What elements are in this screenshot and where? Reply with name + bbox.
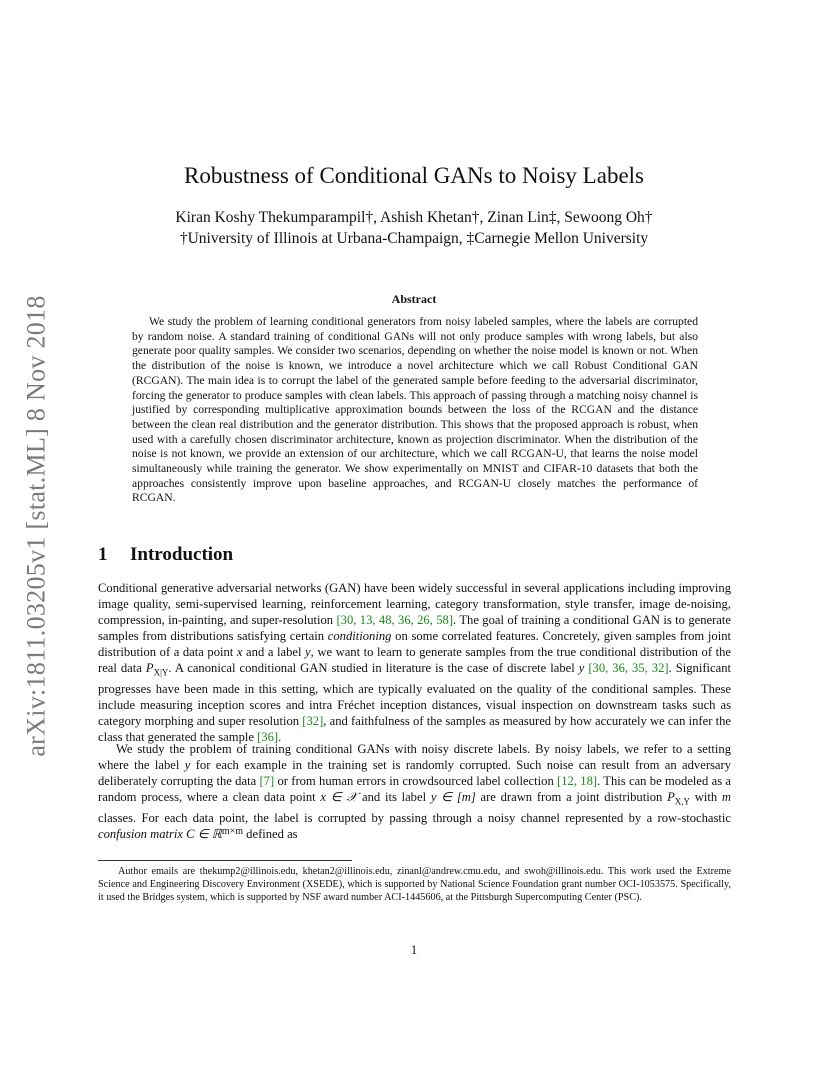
text-run: , we want to learn to generate samples from the true conditional distribution of the real data	[98, 645, 731, 676]
math-y-in-m: y ∈ [m]	[430, 790, 476, 805]
arxiv-identifier: arXiv:1811.03205v1 [stat.ML] 8 Nov 2018	[22, 295, 52, 757]
text-run: for each example in the training set is randomly corrupted. Such noise can result from an adversary deliberately corrupting the data	[98, 758, 731, 789]
intro-paragraph-1	[98, 580, 731, 745]
math-y: y	[184, 758, 191, 773]
intro-paragraph-2	[98, 741, 731, 842]
text-run: .	[278, 730, 282, 745]
citation-link[interactable]: [12, 18]	[557, 774, 598, 789]
text-run: . This can be modeled as a random process, where a clean data point	[98, 774, 732, 805]
citation-link[interactable]: [32]	[302, 714, 324, 729]
math-x-in-X: x ∈ 𝒳	[320, 790, 358, 805]
footnote: Author emails are thekump2@illinois.edu, khetan2@illinois.edu, zinanl@andrew.cmu.edu, and swoh@illinois.edu. This work used the Extreme Science and Engineering Discovery Environment (XSEDE), which is supported by National Science Foundation grant number OCI-1053575. Specifically, it used the Bridges system, which is supported by NSF award number ACI-1445606, at the Pittsburgh Supercomputing Center (PSC).	[98, 866, 731, 904]
text-run: or from human errors in crowdsourced label collection	[274, 774, 558, 789]
text-run: defined as	[243, 826, 298, 841]
abstract-text: We study the problem of learning conditional generators from noisy labeled samples, where the labels are corrupted by random noise. A standard training of conditional GANs will not only produce samples with wrong labels, but also generate poor quality samples. We consider two scenarios, depending on whether the noise model is known or not. When the distribution of the noise is known, we introduce a novel architecture which we call Robust Conditional GAN (RCGAN). The main idea is to corrupt the label of the generated sample before feeding to the adversarial discriminator, forcing the generator to produce samples with clean labels. This approach of passing through a matching noisy channel is justified by corresponding multiplicative approximation bounds between the loss of the RCGAN and the distance between the clean real distribution and the generator distribution. This shows that the proposed approach is robust, when used with a carefully chosen discriminator architecture, known as projection discriminator. When the distribution of the noise is not known, we provide an extension of our architecture, which we call RCGAN-U, that learns the noise model simultaneously while training the generator. We show experimentally on MNIST and CIFAR-10 datasets that both the approaches consistently improve upon baseline approaches, and RCGAN-U closely matches the performance of RCGAN.	[132, 315, 698, 505]
math-y: y	[578, 661, 585, 676]
math-subscript: X|Y	[153, 667, 169, 678]
emphasis: confusion matrix	[98, 826, 184, 841]
math-m: m	[721, 790, 732, 805]
citation-link[interactable]: [36]	[257, 730, 279, 745]
text-run: and a label	[242, 645, 306, 660]
footnote-divider	[98, 860, 352, 861]
page-number: 1	[410, 943, 418, 957]
text-run: We study the problem of training conditional GANs with noisy discrete labels. By noisy labels, we refer to a setting where the label	[98, 742, 731, 773]
math-p: P	[667, 790, 675, 805]
text-run: with	[690, 790, 722, 805]
arxiv-sidebar-stamp	[22, 282, 52, 770]
citation-link[interactable]: [30, 13, 48, 36, 26, 58]	[336, 613, 454, 628]
text-run: . A canonical conditional GAN studied in literature is the case of discrete label	[168, 661, 579, 676]
math-subscript: X,Y	[674, 796, 691, 807]
section-heading-introduction	[98, 544, 233, 566]
text-run: on some correlated features. Concretely, given samples from joint distribution of a data point	[98, 629, 731, 660]
math-x: x	[236, 645, 243, 660]
author-block	[0, 207, 828, 249]
text-run: , and faithfulness of the samples as measured by how accurately we can infer the class that generated the sample	[98, 714, 731, 745]
text-run: . The goal of training a conditional GAN is to generate samples from distributions satisfying certain	[98, 613, 731, 644]
abstract-heading: Abstract	[391, 292, 437, 306]
text-run: and its label	[357, 790, 431, 805]
author-list: Kiran Koshy Thekumparampil†, Ashish Khetan†, Zinan Lin‡, Sewoong Oh†	[175, 209, 653, 226]
section-number: 1	[98, 544, 108, 565]
text-run: Conditional generative adversarial networks (GAN) have been widely successful in several applications including improving image quality, semi-supervised learning, reinforcement learning, category transformation, style transfer, image de-noising, compression, in-painting, and super-resolution	[98, 581, 731, 628]
emphasis: conditioning	[327, 629, 392, 644]
paper-title: Robustness of Conditional GANs to Noisy Labels	[184, 163, 644, 188]
text-run: are drawn from a joint distribution	[475, 790, 668, 805]
affiliations: †University of Illinois at Urbana-Champaign, ‡Carnegie Mellon University	[179, 230, 649, 247]
math-superscript: m×m	[221, 825, 244, 837]
citation-link[interactable]: [7]	[259, 774, 275, 789]
citation-link[interactable]: [30, 36, 35, 32]	[588, 661, 669, 676]
math-c-in-r: C ∈ ℝ	[186, 826, 222, 841]
section-title: Introduction	[130, 544, 234, 565]
text-run: classes. For each data point, the label is corrupted by passing through a noisy channel represented by a row-stochastic	[98, 810, 731, 825]
math-y: y	[305, 645, 311, 660]
math-p: P	[145, 661, 154, 676]
text-run: . Significant progresses have been made in this setting, which are typically evaluated on the quality of the conditional samples. These include measuring inception scores and intra Fréchet inception distances, visual inspection on downstream tasks such as category morphing and super resolution	[98, 661, 732, 729]
